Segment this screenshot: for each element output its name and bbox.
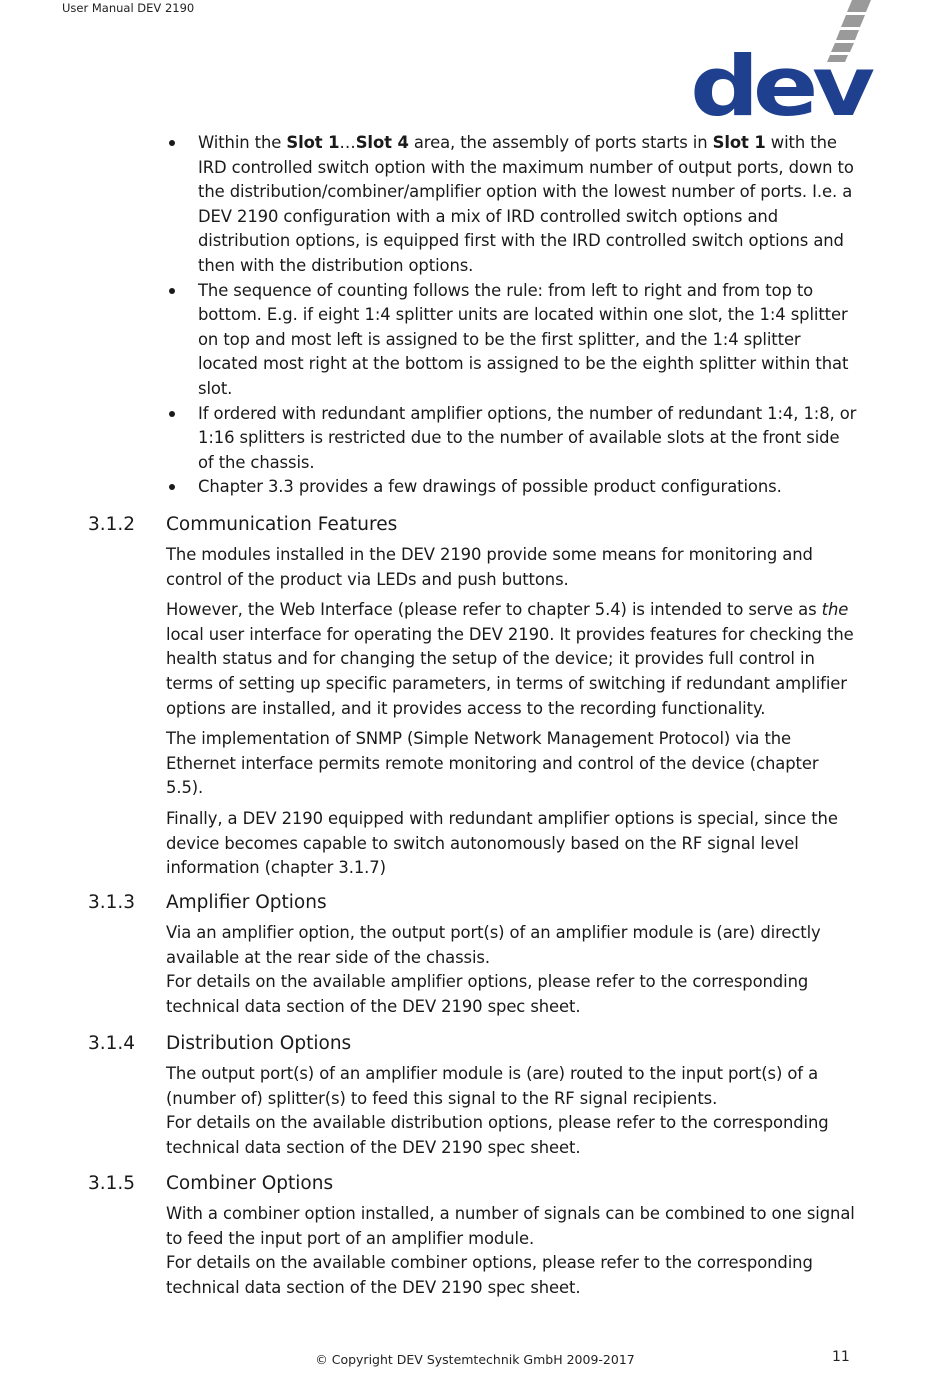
section-3-1-4 [0,1030,950,1160]
paragraph-text: The output port(s) of an amplifier module is (are) routed to the input port(s) of a (number of) splitter(s) to feed this signal to the RF signal recipients. [166,1064,819,1108]
bold-text: Slot 1 [286,133,340,152]
bullet-item [167,402,857,476]
section-number: 3.1.5 [88,1173,136,1194]
bullet-text: … [339,133,356,152]
paragraph-text: The implementation of SNMP (Simple Network Management Protocol) via the Ethernet interface permits remote monitoring and control of the device (chapter 5.5). [166,729,819,798]
paragraph-text: Finally, a DEV 2190 equipped with redundant amplifier options is special, since the device becomes capable to switch autonomously based on the RF signal level information (chapter 3.1.7) [166,808,838,878]
paragraph-text: For details on the available amplifier options, please refer to the corresponding technical data section of the DEV 2190 spec sheet. [166,972,809,1016]
section-heading [0,1170,950,1198]
section-number: 3.1.4 [88,1033,136,1054]
section-number: 3.1.3 [88,892,136,913]
paragraph-text: local user interface for operating the DEV 2190. It provides features for checking the health status and for changing the setup of the device; it provides full control in terms of setting up specific parameters, in terms of switching if redundant amplifier options are installed, and it provides access to the recording functionality. [166,624,854,718]
bullet-text: area, the assembly of ports starts in [408,133,713,152]
section-heading [0,1030,950,1058]
paragraph [166,970,856,1019]
bold-text: Slot 4 [355,133,409,152]
section-heading [0,511,950,539]
paragraph [166,1251,856,1300]
bullet-text: Within the [198,133,287,152]
logo-text: dev [690,38,869,122]
section-3-1-3 [0,889,950,1019]
section-title: Distribution Options [166,1033,352,1054]
paragraph-text: Via an amplifier option, the output port(s) of an amplifier module is (are) directly available at the rear side of the chassis. [166,923,821,967]
bullet-text: If ordered with redundant amplifier options, the number of redundant 1:4, 1:8, or 1:16 splitters is restricted due to the number of available slots at the front side of the chassis. [198,403,857,472]
paragraph [166,1062,856,1111]
section-number: 3.1.2 [88,514,136,535]
paragraph-text: With a combiner option installed, a number of signals can be combined to one signal to feed the input port of an amplifier module. [166,1204,855,1248]
paragraph [166,543,856,592]
bullet-item [167,475,857,500]
paragraph [166,727,856,801]
paragraph-text: The modules installed in the DEV 2190 provide some means for monitoring and control of the product via LEDs and push buttons. [166,545,813,589]
paragraph [166,807,856,881]
bullet-text: Chapter 3.3 provides a few drawings of possible product configurations. [198,477,782,497]
section-3-1-2 [0,511,950,881]
paragraph [166,921,856,970]
bullet-text: The sequence of counting follows the rule: from left to right and from top to bottom. E.g. if eight 1:4 splitter units are located within one slot, the 1:4 splitter on top and most left is assigned to be the first splitter, and the 1:4 splitter located most right at the bottom is assigned to be the eighth splitter within that slot. [198,280,849,398]
section-heading [0,889,950,917]
dev-logo [688,0,888,122]
section-title: Combiner Options [166,1173,334,1194]
paragraph-text: For details on the available distribution options, please refer to the corresponding technical data section of the DEV 2190 spec sheet. [166,1113,829,1157]
bullet-list [167,131,857,500]
paragraph [166,1202,856,1251]
bullet-dot-icon [169,484,175,490]
paragraph-text: For details on the available combiner options, please refer to the corresponding technical data section of the DEV 2190 spec sheet. [166,1253,813,1297]
bold-text: Slot 1 [712,133,766,152]
paragraph [166,598,856,721]
bullet-item [167,279,857,402]
italic-text: the [821,600,849,620]
bullet-dot-icon [169,140,175,146]
section-title: Communication Features [166,514,398,535]
paragraph [166,1111,856,1160]
header-title: User Manual DEV 2190 [62,1,195,15]
bullet-item [167,131,857,279]
footer-copyright: © Copyright DEV Systemtechnik GmbH 2009-2017 [315,1352,635,1367]
section-3-1-5 [0,1170,950,1300]
page-number: 11 [832,1349,850,1365]
bullet-text: with the IRD controlled switch option with the maximum number of output ports, down to the distribution/combiner/amplifier option with the lowest number of ports. I.e. a DEV 2190 configuration with a mix of IRD controlled switch options and distribution options, is equipped first with the IRD controlled switch options and then with the distribution options. [198,133,854,275]
paragraph-text: However, the Web Interface (please refer to chapter 5.4) is intended to serve as [166,600,822,620]
bullet-dot-icon [169,411,175,417]
bullet-dot-icon [169,288,175,294]
section-title: Amplifier Options [166,892,327,913]
